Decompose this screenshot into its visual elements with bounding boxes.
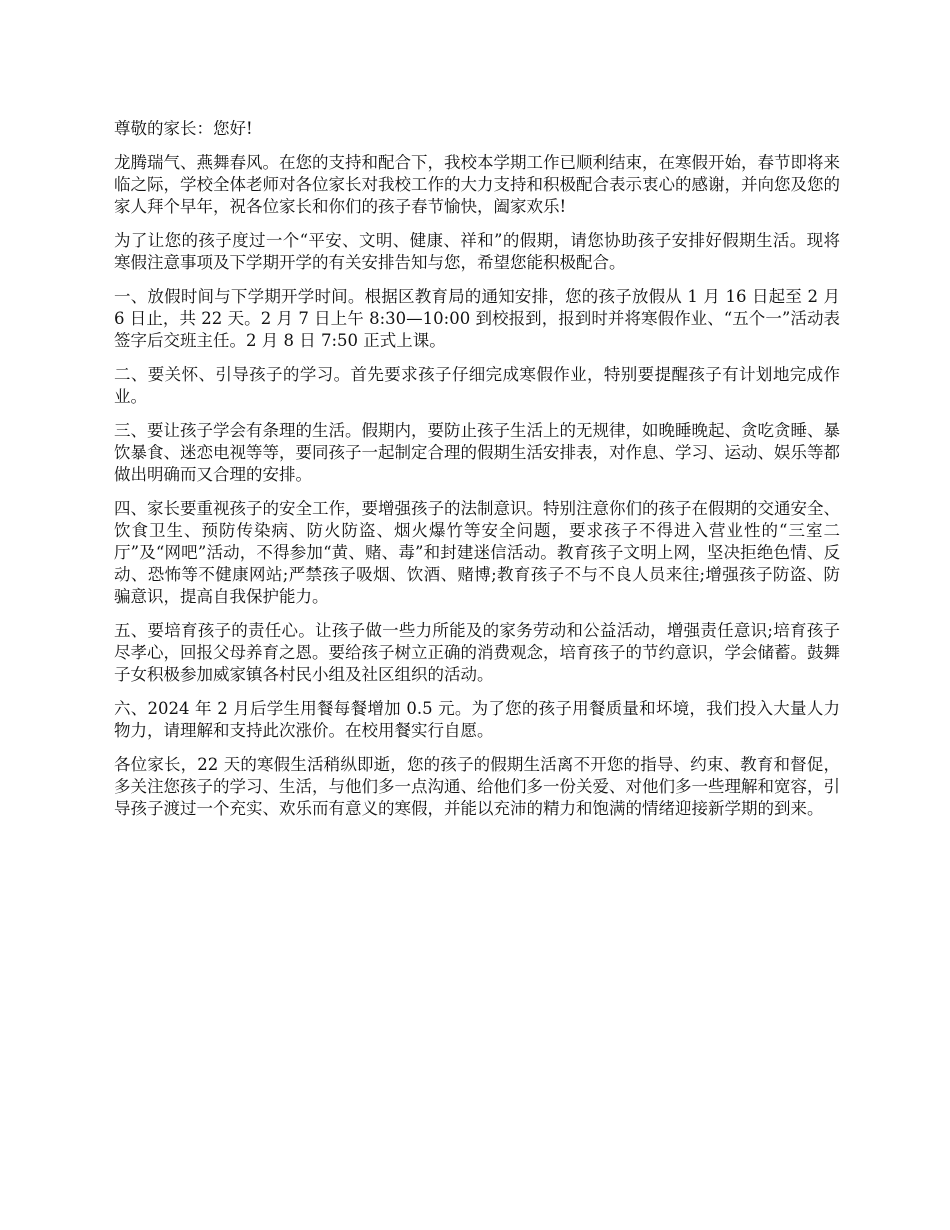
paragraph-item-1-schedule: 一、放假时间与下学期开学时间。根据区教育局的通知安排，您的孩子放假从 1 月 16 日起至 2 月 6 日止，共 22 天。2 月 7 日上午 8:30—10:00 到校报到，报到时并将寒假作业、“五个一”活动表签字后交班主任。2 月 8 日 7:50 正式上课。 <box>114 287 840 350</box>
paragraph-intro: 龙腾瑞气、燕舞春风。在您的支持和配合下，我校本学期工作已顺利结束，在寒假开始，春节即将来临之际，学校全体老师对各位家长对我校工作的大力支持和积极配合表示衷心的感谢，并向您及您的家人拜个早年，祝各位家长和你们的孩子春节愉快，阖家欢乐! <box>114 153 840 216</box>
paragraph-item-4-safety: 四、家长要重视孩子的安全工作，要增强孩子的法制意识。特别注意你们的孩子在假期的交通安全、饮食卫生、预防传染病、防火防盗、烟火爆竹等安全问题，要求孩子不得进入营业性的“三室二厅”及“网吧”活动，不得参加“黄、赌、毒”和封建迷信活动。教育孩子文明上网，坚决拒绝色情、反动、恐怖等不健康网站;严禁孩子吸烟、饮酒、赌博;教育孩子不与不良人员来往;增强孩子防盗、防骗意识，提高自我保护能力。 <box>114 499 840 606</box>
letter-document <box>114 118 840 832</box>
paragraph-item-6-meals: 六、2024 年 2 月后学生用餐每餐增加 0.5 元。为了您的孩子用餐质量和坏境，我们投入大量人力物力，请理解和支持此次涨价。在校用餐实行自愿。 <box>114 699 840 740</box>
paragraph-item-5-responsibility: 五、要培育孩子的责任心。让孩子做一些力所能及的家务劳动和公益活动，增强责任意识;培育孩子尽孝心，回报父母养育之恩。要给孩子树立正确的消费观念，培育孩子的节约意识，学会储蓄。鼓舞子女积极参加威家镇各村民小组及社区组织的活动。 <box>114 621 840 684</box>
paragraph-item-3-routine: 三、要让孩子学会有条理的生活。假期内，要防止孩子生活上的无规律，如晚睡晚起、贪吃贪睡、暴饮暴食、迷恋电视等等，要同孩子一起制定合理的假期生活安排表，对作息、学习、运动、娱乐等都做出明确而又合理的安排。 <box>114 421 840 484</box>
paragraph-item-2-study: 二、要关怀、引导孩子的学习。首先要求孩子仔细完成寒假作业，特别要提醒孩子有计划地完成作业。 <box>114 365 840 406</box>
paragraph-closing: 各位家长，22 天的寒假生活稍纵即逝，您的孩子的假期生活离不开您的指导、约束、教育和督促，多关注您孩子的学习、生活，与他们多一点沟通、给他们多一份关爱、对他们多一些理解和宽容，引导孩子渡过一个充实、欢乐而有意义的寒假，并能以充沛的精力和饱满的情绪迎接新学期的到来。 <box>114 755 840 818</box>
letter-greeting: 尊敬的家长：您好! <box>114 119 253 138</box>
paragraph-purpose: 为了让您的孩子度过一个“平安、文明、健康、祥和”的假期，请您协助孩子安排好假期生活。现将寒假注意事项及下学期开学的有关安排告知与您，希望您能积极配合。 <box>114 231 840 272</box>
